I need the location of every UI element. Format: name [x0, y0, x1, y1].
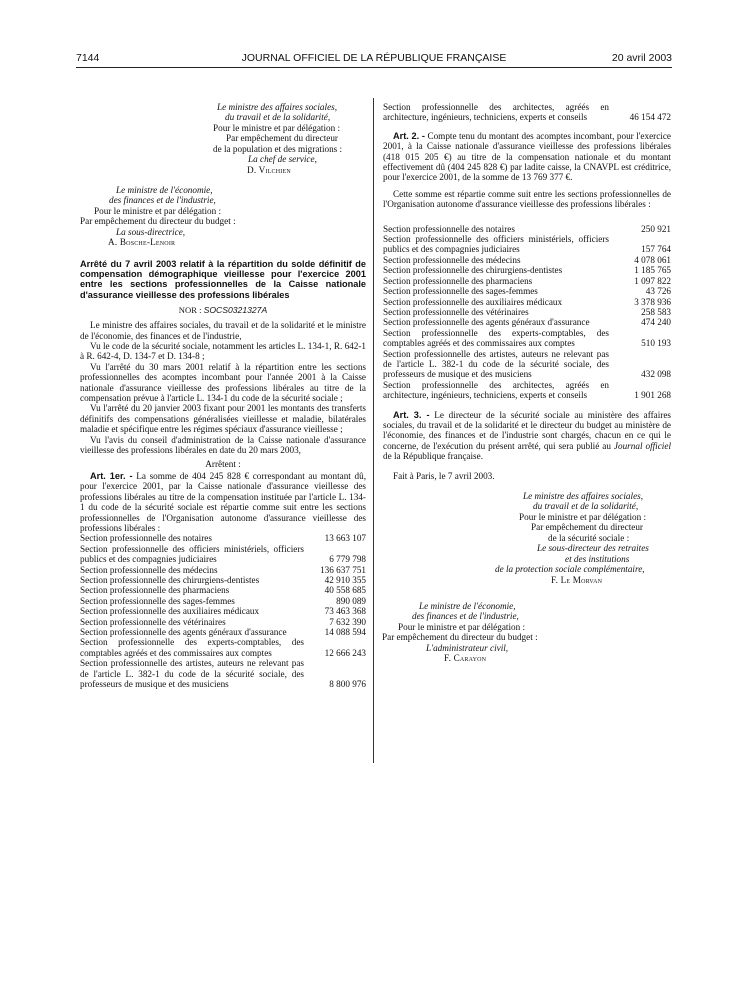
sig-line: Le ministre des affaires sociales,: [217, 102, 338, 112]
amount-value: 3 378 936: [634, 296, 671, 307]
amount-value: 510 193: [641, 338, 671, 349]
nor-label: NOR :: [178, 304, 202, 315]
section-label: Section professionnelle des sages-femmes: [383, 286, 538, 297]
allocation-table-1-continued: [383, 102, 671, 123]
section-label: Section professionnelle des artistes, auteurs ne relevant pas de l'article L. 382-1 du code de la sécurité sociale, des professeurs de musique et des musiciens: [80, 658, 304, 690]
page-header: [76, 52, 672, 66]
article-label: Art. 1er. -: [90, 470, 133, 481]
amount-value: 890 089: [336, 595, 366, 606]
sig-line: Pour le ministre et par délégation :: [213, 123, 341, 133]
article-2: [383, 131, 671, 183]
header-rule: [76, 67, 672, 68]
amount-value: 42 910 355: [324, 574, 366, 585]
sig-line: de la sécurité sociale :: [548, 533, 630, 543]
paragraph: Vu le code de la sécurité sociale, notamment les articles L. 134-1, R. 642-1 à R. 642-4, D. 134-7 et D. 134-8 ;: [80, 341, 366, 362]
issue-date: 20 avril 2003: [611, 52, 672, 64]
journal-officiel-ref: Journal officiel: [613, 440, 671, 451]
section-label: Section professionnelle des notaires: [383, 223, 515, 234]
table-row: [80, 585, 366, 595]
amount-value: 250 921: [641, 223, 671, 234]
article-text: de la République française.: [383, 451, 483, 462]
article-text: Le directeur de la sécurité sociale au ministère des affaires sociales, du travail et de la solidarité et le directeur du budget au ministère de l'économie, des finances et de l'industrie sont chargés, chacun en ce qui le concerne, de l'exécution du présent arrêté, qui sera publié au: [383, 409, 671, 451]
amount-value: 6 779 798: [329, 554, 366, 565]
table-row: [383, 276, 671, 286]
amount-value: 13 663 107: [324, 533, 366, 544]
sig-line: La chef de service,: [248, 154, 317, 164]
arretent: Arrêtent :: [205, 458, 241, 469]
amount-value: 46 154 472: [629, 112, 671, 123]
signatory-name: F. Carayon: [444, 653, 487, 663]
section-label: Section professionnelle des sages-femmes: [80, 595, 235, 606]
amount-value: 14 088 594: [324, 627, 366, 637]
section-label: Section professionnelle des artistes, auteurs ne relevant pas de l'article L. 382-1 du code de la sécurité sociale, des professeurs de musique et des musiciens: [383, 348, 609, 380]
sig-line: L'administrateur civil,: [426, 643, 509, 653]
amount-value: 1 185 765: [634, 265, 671, 276]
article-1: [80, 471, 366, 533]
table-row: [80, 533, 366, 543]
nor-reference: [80, 305, 366, 315]
signature-block-economie-1: [80, 185, 366, 259]
section-label: Section professionnelle des notaires: [80, 533, 212, 544]
section-label: Section professionnelle des architectes, agréés en architecture, ingénieurs, techniciens, experts et conseils: [383, 379, 609, 401]
sig-line: Par empêchement du directeur du budget :: [382, 632, 538, 642]
table-row: [80, 544, 366, 565]
section-label: Section professionnelle des médecins: [80, 564, 218, 575]
table-row: [383, 297, 671, 307]
amount-value: 43 726: [645, 286, 671, 297]
amount-value: 432 098: [641, 369, 671, 380]
section-label: Section professionnelle des vétérinaires: [80, 616, 226, 627]
sig-line: de la population et des migrations :: [213, 144, 343, 154]
right-column: [383, 102, 671, 671]
amount-value: 474 240: [641, 317, 671, 328]
sig-line: Le ministre de l'économie,: [116, 185, 213, 195]
table-row: [383, 380, 671, 401]
sig-line: Le sous-directeur des retraites: [537, 543, 649, 553]
table-row: [80, 575, 366, 585]
section-label: Section professionnelle des experts-comptables, des comptables agréés et des commissaires aux comptes: [80, 637, 304, 658]
page-number: 7144: [76, 52, 100, 64]
table-row: [383, 349, 671, 380]
signature-date: Fait à Paris, le 7 avril 2003.: [393, 470, 495, 481]
amount-value: 136 637 751: [320, 564, 366, 575]
section-label: Section professionnelle des pharmaciens: [383, 275, 533, 286]
table-row: [383, 265, 671, 275]
section-label: Section professionnelle des auxiliaires médicaux: [80, 606, 260, 617]
signature-block-economie-2: [0, 601, 671, 671]
signatory-name: F. Le Morvan: [551, 575, 603, 585]
article-text: Compte tenu du montant des acomptes incombant, pour l'exercice 2001, à la Caisse nationale d'assurance vieillesse des professions libérales (418 015 205 €) au titre de la compensation nationale et du montant effectivement dû (404 245 828 €) par ladite caisse, la CNAVPL est créditrice, pour l'exercice 2001, de la somme de 13 769 377 €.: [383, 130, 672, 183]
sig-line: Pour le ministre et par délégation :: [398, 622, 526, 632]
amount-value: 157 764: [641, 244, 671, 255]
sig-line: Pour le ministre et par délégation :: [519, 512, 647, 522]
sig-line: de la protection sociale complémentaire,: [495, 564, 645, 574]
sig-line: La sous-directrice,: [116, 227, 186, 237]
table-row: [383, 317, 671, 327]
amount-value: 73 463 368: [324, 606, 366, 617]
nor-code: SOCS0321327A: [203, 304, 268, 315]
section-label: Section professionnelle des architectes, agréés en architecture, ingénieurs, techniciens, experts et conseils: [383, 102, 609, 123]
sig-line: Par empêchement du directeur: [226, 133, 338, 143]
amount-value: 258 583: [641, 306, 671, 317]
amount-value: 1 901 268: [634, 390, 671, 401]
section-label: Section professionnelle des agents généraux d'assurance: [383, 317, 590, 328]
sig-line: Le ministre de l'économie,: [419, 601, 516, 611]
section-label: Section professionnelle des officiers ministériels, officiers publics et des compagnies judiciaires: [80, 543, 304, 565]
section-label: Section professionnelle des pharmaciens: [80, 585, 230, 596]
table-row: [383, 224, 671, 234]
table-row: [383, 307, 671, 317]
section-label: Section professionnelle des chirurgiens-dentistes: [80, 574, 260, 585]
sig-line: Le ministre des affaires sociales,: [523, 491, 644, 501]
paragraph: Vu l'arrêté du 30 mars 2001 relatif à la répartition entre les sections professionnelles des acomptes incombant pour l'année 2001 à la Caisse nationale d'assurance vieillesse des professions libérales au titre de la compensation prévue à l'article L. 134-1 du code de la sécurité sociale ;: [80, 361, 366, 404]
sig-line: Par empêchement du directeur: [531, 522, 643, 532]
paragraph: Vu l'avis du conseil d'administration de la Caisse nationale d'assurance vieillesse des professions libérales en date du 20 mars 2003,: [80, 434, 366, 456]
sig-line: et des institutions: [565, 554, 630, 564]
amount-value: 7 632 390: [329, 616, 366, 627]
amount-value: 12 666 243: [324, 647, 366, 658]
section-label: Section professionnelle des agents généraux d'assurance: [80, 627, 287, 637]
sig-line: Pour le ministre et par délégation :: [94, 206, 222, 216]
allocation-table-2: [383, 224, 671, 401]
article-label: Art. 3. -: [393, 409, 430, 420]
section-label: Section professionnelle des officiers ministériels, officiers publics et des compagnies judiciaires: [383, 234, 609, 255]
section-label: Section professionnelle des vétérinaires: [383, 306, 529, 317]
table-row: [383, 328, 671, 349]
amount-value: 40 558 685: [324, 585, 366, 596]
signatory-name: A. Bosche-Lenoir: [108, 237, 176, 247]
signature-block-affaires-sociales-2: [383, 491, 671, 595]
article-text: La somme de 404 245 828 € correspondant au montant dû, pour l'exercice 2001, par la Caisse nationale d'assurance vieillesse des professions libérales au titre de la compensation instituée par l'article L. 134-1 du code de la sécurité sociale est répartie comme suit entre les sections professionnelles de l'Organisation autonome d'assurance vieillesse des professions libérales :: [80, 470, 367, 533]
sig-line: Par empêchement du directeur du budget :: [80, 216, 236, 226]
table-row: [80, 565, 366, 575]
section-label: Section professionnelle des auxiliaires médicaux: [383, 296, 563, 307]
table-row: [383, 102, 671, 123]
amount-value: 1 097 822: [634, 275, 671, 286]
table-row: [383, 286, 671, 296]
section-label: Section professionnelle des experts-comptables, des comptables agréés et des commissaires aux comptes: [383, 327, 609, 349]
signature-block-affaires-sociales-1: [80, 102, 366, 178]
arrete-title: Arrêté du 7 avril 2003 relatif à la répartition du solde définitif de compensation démographique vieillesse pour l'exercice 2001 entre les sections professionnelles de la Caisse nationale d'assurance vieillesse des professions libérales: [80, 259, 366, 300]
signatory-name: D. Vilchien: [247, 165, 291, 175]
journal-title: JOURNAL OFFICIEL DE LA RÉPUBLIQUE FRANÇAISE: [241, 52, 507, 64]
sig-line: des finances et de l'industrie,: [412, 611, 519, 621]
article-label: Art. 2. -: [393, 130, 425, 141]
paragraph: Cette somme est répartie comme suit entre les sections professionnelles de l'Organisation autonome d'assurance vieillesse des professions libérales :: [383, 188, 671, 210]
sig-line: du travail et de la solidarité,: [225, 112, 331, 122]
paragraph: Le ministre des affaires sociales, du travail et de la solidarité et le ministre de l'économie, des finances et de l'industrie,: [80, 320, 366, 341]
sig-line: du travail et de la solidarité,: [533, 501, 639, 511]
section-label: Section professionnelle des médecins: [383, 254, 521, 265]
paragraph: Vu l'arrêté du 20 janvier 2003 fixant pour 2001 les montants des transferts définitifs des compensations généralisées vieillesse et maladie, bilatérales maladie et spécifique entre les régimes spéciaux d'assurance vieillesse ;: [80, 403, 366, 435]
table-row: [383, 255, 671, 265]
table-row: [383, 234, 671, 255]
amount-value: 8 800 976: [329, 679, 366, 690]
amount-value: 4 078 061: [634, 254, 671, 265]
sig-line: des finances et de l'industrie,: [109, 195, 216, 205]
section-label: Section professionnelle des chirurgiens-dentistes: [383, 265, 563, 276]
article-3: [383, 410, 671, 462]
